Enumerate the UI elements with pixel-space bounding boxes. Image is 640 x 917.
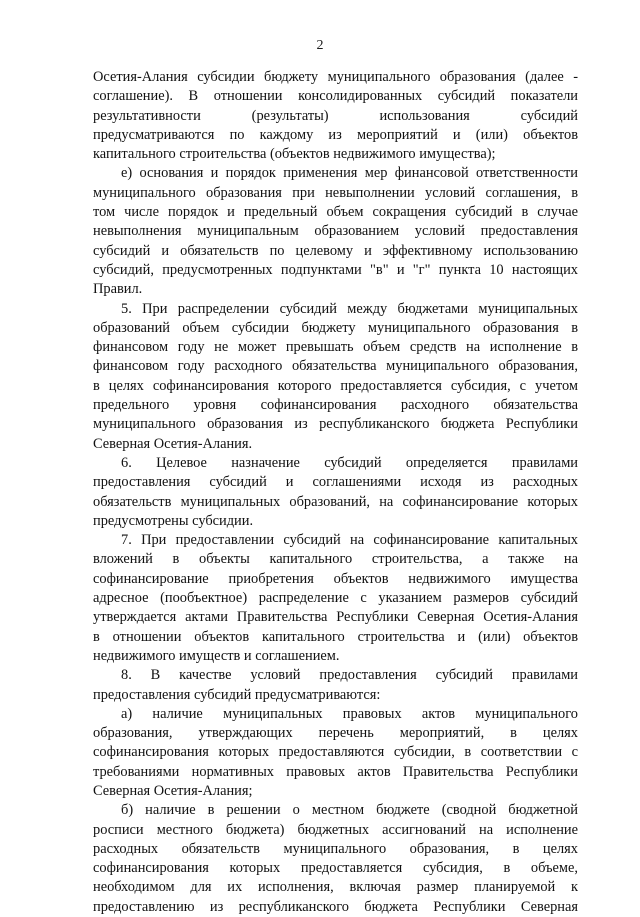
text-line: соглашение). В отношении консолидированных субсидий показатели: [93, 88, 578, 105]
text-line: Правил.: [93, 281, 143, 298]
text-line: адресное (пообъектное) распределение с указанием размеров субсидий: [93, 590, 578, 607]
text-line: невыполнения муниципальным образованием условий предоставления: [93, 223, 578, 240]
text-line: предоставления субсидий предусматриваются:: [93, 686, 381, 703]
text-line: результативности (результаты) использования субсидий: [93, 107, 578, 124]
text-line: в целях софинансирования которого предоставляется субсидия, с учетом: [93, 377, 578, 394]
text-line: росписи местного бюджета) бюджетных ассигнований на исполнение: [93, 821, 578, 838]
text-line: капитального строительства (объектов недвижимого имущества);: [93, 146, 496, 163]
text-line: образований объем субсидии бюджету муниципального образования в: [93, 319, 578, 336]
text-line: 7. При предоставлении субсидий на софинансирование капитальных: [121, 532, 578, 549]
text-line: софинансирования которых предоставляются субсидии, в соответствии с: [93, 744, 578, 761]
text-line: предусматриваются по каждому из мероприятий и (или) объектов: [93, 126, 578, 143]
text-line: предельного уровня софинансирования расходного обязательства: [93, 397, 578, 414]
text-line: а) наличие муниципальных правовых актов муниципального: [121, 705, 578, 722]
document-body: [93, 68, 578, 917]
text-line: муниципального образования из республиканского бюджета Республики: [93, 416, 578, 433]
text-line: необходимом для их исполнения, включая размер планируемой к: [93, 879, 578, 896]
text-line: субсидий, предусмотренных подпунктами "в" и "г" пункта 10 настоящих: [93, 261, 578, 278]
text-line: финансовом году расходного обязательства муниципального образования,: [93, 358, 578, 375]
text-line: 5. При распределении субсидий между бюджетами муниципальных: [121, 300, 578, 317]
text-line: в отношении объектов капитального строительства и (или) объектов: [93, 628, 578, 645]
text-line: том числе порядок и предельный объем сокращения субсидий в случае: [93, 204, 578, 221]
text-line: б) наличие в решении о местном бюджете (сводной бюджетной: [121, 802, 578, 819]
text-line: требованиями нормативных правовых актов Правительства Республики: [93, 763, 578, 780]
text-line: софинансирование приобретения объектов недвижимого имущества: [93, 570, 578, 587]
text-line: 6. Целевое назначение субсидий определяется правилами: [121, 454, 578, 471]
text-line: расходных обязательств муниципального образования, в целях: [93, 840, 578, 857]
text-line: Осетия-Алания субсидии бюджету муниципального образования (далее -: [93, 69, 578, 85]
text-line: утверждается актами Правительства Республики Северная Осетия-Алания: [93, 609, 578, 626]
text-line: предоставления субсидий и соглашениями исходя из расходных: [93, 474, 578, 491]
text-line: субсидий и обязательств по целевому и эффективному использованию: [93, 242, 578, 259]
text-line: муниципального образования при невыполнении условий соглашения, в: [93, 184, 578, 201]
text-line: недвижимого имуществ и соглашением.: [93, 647, 340, 664]
text-line: е) основания и порядок применения мер финансовой ответственности: [121, 165, 578, 182]
text-line: Северная Осетия-Алания;: [93, 782, 253, 799]
text-line: обязательств муниципальных образований, на софинансирование которых: [93, 493, 578, 510]
text-line: 8. В качестве условий предоставления субсидий правилами: [121, 667, 578, 684]
text-line: финансовом году не может превышать объем средств на исполнение в: [93, 339, 578, 356]
text-line: образования, утверждающих перечень мероприятий, в целях: [93, 725, 578, 742]
text-line: Северная Осетия-Алания.: [93, 435, 253, 452]
text-line: вложений в объекты капитального строительства, а также на: [93, 551, 578, 568]
text-line: предоставлению из республиканского бюджета Республики Северная: [93, 898, 578, 915]
page-number: 2: [316, 38, 324, 53]
text-line: софинансирования которых предоставляется субсидия, в объеме,: [93, 860, 578, 877]
text-line: предусмотрены субсидии.: [93, 512, 254, 529]
